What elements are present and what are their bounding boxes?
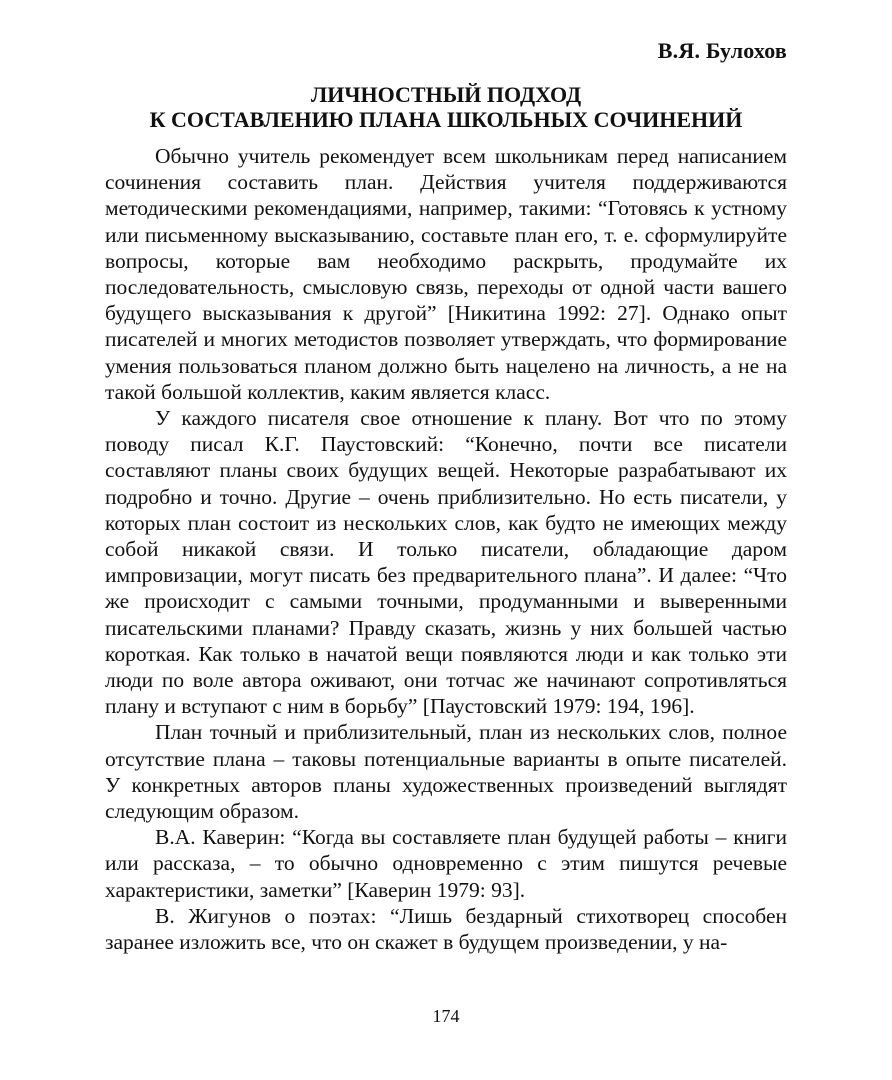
- title-line-1: ЛИЧНОСТНЫЙ ПОДХОД: [310, 82, 582, 107]
- article-body: [105, 143, 787, 955]
- paragraph-1: Обычно учитель рекомендует всем школьникам перед написанием сочинения составить план. Действия учителя поддерживаются методическими рекомендациями, например, такими: “Готовясь к устному или письменному высказыванию, составьте план его, т. е. сформулируйте вопросы, которые вам необходимо раскрыть, продумайте их последовательность, смысловую связь, переходы от одной части вашего будущего высказывания к другой” [Никитина 1992: 27]. Однако опыт писателей и многих методистов позволяет утверждать, что формирование умения пользоваться планом должно быть нацелено на личность, а не на такой большой коллектив, каким является класс.: [105, 144, 787, 404]
- author-name: В.Я. Булохов: [657, 38, 787, 63]
- paragraph-5: В. Жигунов о поэтах: “Лишь бездарный стихотворец способен заранее изложить все, что он скажет в будущем произведении, у на-: [105, 903, 787, 955]
- top-edge-artifact: [300, 0, 560, 2]
- article-title: [105, 82, 787, 132]
- paragraph-2: У каждого писателя свое отношение к плану. Вот что по этому поводу писал К.Г. Паустовский: “Конечно, почти все писатели составляют планы своих будущих вещей. Некоторые разрабатывают их подробно и точно. Другие – очень приблизительно. Но есть писатели, у которых план состоит из нескольких слов, как будто не имеющих между собой никакой связи. И только писатели, обладающие даром импровизации, могут писать без предварительного плана”. И далее: “Что же происходит с самыми точными, продуманными и выверенными писательскими планами? Правду сказать, жизнь у них большей частью короткая. Как только в начатой вещи появляются люди и как только эти люди по воле автора оживают, они тотчас же начинают сопротивляться плану и вступают с ним в борьбу” [Паустовский 1979: 194, 196].: [105, 406, 787, 719]
- paragraph-3: План точный и приблизительный, план из нескольких слов, полное отсутствие плана – таковы потенциальные варианты в опыте писателей. У конкретных авторов планы художественных произведений выглядят следующим образом.: [105, 720, 787, 824]
- page-number: 174: [432, 1006, 460, 1026]
- title-line-2: К СОСТАВЛЕНИЮ ПЛАНА ШКОЛЬНЫХ СОЧИНЕНИЙ: [149, 107, 743, 132]
- paragraph-4: В.А. Каверин: “Когда вы составляете план будущей работы – книги или рассказа, – то обычно одновременно с этим пишутся речевые характеристики, заметки” [Каверин 1979: 93].: [105, 825, 787, 902]
